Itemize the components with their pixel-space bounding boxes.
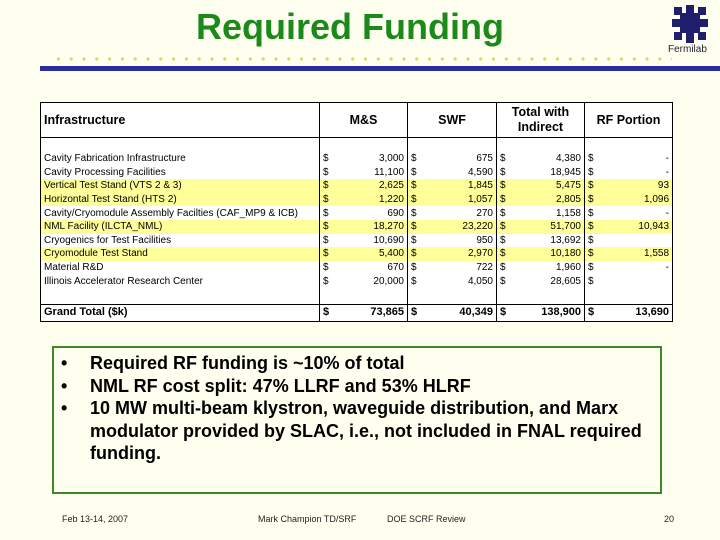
ms-value: 670 — [332, 261, 408, 275]
currency-symbol: $ — [408, 247, 420, 261]
spacer-row — [41, 138, 673, 153]
header-infrastructure: Infrastructure — [41, 103, 320, 138]
header-bar — [40, 66, 720, 71]
currency-symbol: $ — [323, 207, 329, 219]
swf-value: 950 — [420, 234, 497, 248]
swf-value: 2,970 — [420, 247, 497, 261]
row-label: Illinois Accelerator Research Center — [41, 274, 320, 288]
currency-symbol: $ — [323, 166, 329, 178]
ms-value: 2,625 — [332, 179, 408, 193]
bullet-list — [54, 352, 660, 465]
bullet-item: • Required RF funding is ~10% of total — [90, 352, 660, 375]
row-label: Cavity Processing Facilities — [41, 166, 320, 180]
rf-value — [597, 234, 673, 248]
currency-symbol: $ — [411, 275, 417, 287]
currency-symbol: $ — [500, 166, 506, 178]
fermilab-logo-icon — [671, 4, 709, 44]
footer-event: DOE SCRF Review — [387, 514, 466, 524]
total-value: 4,380 — [509, 152, 585, 166]
grand-total-row — [41, 304, 673, 321]
currency-symbol: $ — [588, 275, 594, 287]
ms-value: 20,000 — [332, 274, 408, 288]
header-rf-portion: RF Portion — [585, 103, 673, 138]
table-row — [41, 179, 673, 193]
currency-symbol: $ — [323, 234, 329, 246]
footer-date: Feb 13-14, 2007 — [62, 514, 129, 524]
total-value: 138,900 — [509, 304, 585, 321]
header-total-line2: Indirect — [517, 120, 564, 134]
swf-value: 1,845 — [420, 179, 497, 193]
currency-symbol: $ — [323, 275, 329, 287]
currency-symbol: $ — [497, 220, 509, 234]
table-row — [41, 261, 673, 275]
table-row — [41, 206, 673, 220]
table-row — [41, 234, 673, 248]
header-total-line1: Total with — [511, 105, 570, 119]
row-label: Horizontal Test Stand (HTS 2) — [41, 193, 320, 207]
ms-value: 3,000 — [332, 152, 408, 166]
rf-value: 1,558 — [597, 247, 673, 261]
currency-symbol: $ — [320, 193, 332, 207]
currency-symbol: $ — [408, 179, 420, 193]
bullet-item: • 10 MW multi-beam klystron, waveguide distribution, and Marx modulator provided by SLAC, i.e., not included in FNAL required funding. — [90, 397, 660, 465]
bullet-item: • NML RF cost split: 47% LLRF and 53% HLRF — [90, 375, 660, 398]
table-row — [41, 193, 673, 207]
currency-symbol: $ — [500, 262, 506, 274]
currency-symbol: $ — [585, 247, 597, 261]
currency-symbol: $ — [497, 247, 509, 261]
total-value: 28,605 — [509, 274, 585, 288]
ms-value: 73,865 — [332, 304, 408, 321]
total-value: 2,805 — [509, 193, 585, 207]
currency-symbol: $ — [588, 166, 594, 178]
swf-value: 40,349 — [420, 304, 497, 321]
currency-symbol: $ — [500, 234, 506, 246]
table-header-row — [41, 103, 673, 138]
dotted-divider — [52, 57, 672, 61]
table-row — [41, 152, 673, 166]
rf-value: 13,690 — [597, 304, 673, 321]
currency-symbol: $ — [411, 207, 417, 219]
rf-value: - — [597, 166, 673, 180]
table-row — [41, 220, 673, 234]
ms-value: 690 — [332, 206, 408, 220]
currency-symbol: $ — [500, 207, 506, 219]
rf-value: 1,096 — [597, 193, 673, 207]
row-label: NML Facility (ILCTA_NML) — [41, 220, 320, 234]
currency-symbol: $ — [585, 304, 597, 321]
currency-symbol: $ — [411, 166, 417, 178]
currency-symbol: $ — [320, 179, 332, 193]
total-value: 5,475 — [509, 179, 585, 193]
rf-value: - — [597, 152, 673, 166]
rf-value — [597, 274, 673, 288]
currency-symbol: $ — [323, 153, 329, 165]
currency-symbol: $ — [588, 234, 594, 246]
currency-symbol: $ — [411, 262, 417, 274]
row-label: Cavity/Cryomodule Assembly Facilties (CAF_MP9 & ICB) — [41, 206, 320, 220]
currency-symbol: $ — [588, 207, 594, 219]
currency-symbol: $ — [408, 193, 420, 207]
row-label: Cryogenics for Test Facilities — [41, 234, 320, 248]
swf-value: 4,590 — [420, 166, 497, 180]
rf-value: 93 — [597, 179, 673, 193]
currency-symbol: $ — [320, 220, 332, 234]
currency-symbol: $ — [497, 304, 509, 321]
total-value: 1,960 — [509, 261, 585, 275]
table-row — [41, 166, 673, 180]
currency-symbol: $ — [588, 262, 594, 274]
currency-symbol: $ — [497, 179, 509, 193]
total-value: 10,180 — [509, 247, 585, 261]
currency-symbol: $ — [500, 275, 506, 287]
currency-symbol: $ — [408, 304, 420, 321]
swf-value: 4,050 — [420, 274, 497, 288]
ms-value: 18,270 — [332, 220, 408, 234]
ms-value: 5,400 — [332, 247, 408, 261]
ms-value: 11,100 — [332, 166, 408, 180]
footer-author: Mark Champion TD/SRF — [258, 514, 357, 524]
currency-symbol: $ — [320, 247, 332, 261]
currency-symbol: $ — [585, 193, 597, 207]
total-value: 18,945 — [509, 166, 585, 180]
table-row — [41, 247, 673, 261]
footer-page-number: 20 — [664, 514, 675, 524]
header-swf: SWF — [408, 103, 497, 138]
swf-value: 270 — [420, 206, 497, 220]
row-label: Vertical Test Stand (VTS 2 & 3) — [41, 179, 320, 193]
row-label: Material R&D — [41, 261, 320, 275]
currency-symbol: $ — [585, 220, 597, 234]
currency-symbol: $ — [497, 193, 509, 207]
rf-value: - — [597, 261, 673, 275]
total-value: 1,158 — [509, 206, 585, 220]
funding-table — [40, 102, 673, 322]
currency-symbol: $ — [500, 153, 506, 165]
total-value: 13,692 — [509, 234, 585, 248]
grand-total-label: Grand Total ($k) — [41, 304, 320, 321]
currency-symbol: $ — [408, 220, 420, 234]
ms-value: 1,220 — [332, 193, 408, 207]
rf-value: 10,943 — [597, 220, 673, 234]
swf-value: 722 — [420, 261, 497, 275]
spacer-row — [41, 288, 673, 305]
row-label: Cavity Fabrication Infrastructure — [41, 152, 320, 166]
logo-text: Fermilab — [668, 44, 707, 55]
total-value: 51,700 — [509, 220, 585, 234]
ms-value: 10,690 — [332, 234, 408, 248]
header-ms: M&S — [320, 103, 408, 138]
row-label: Cryomodule Test Stand — [41, 247, 320, 261]
currency-symbol: $ — [585, 179, 597, 193]
notes-box — [52, 346, 662, 494]
rf-value: - — [597, 206, 673, 220]
currency-symbol: $ — [411, 153, 417, 165]
currency-symbol: $ — [323, 262, 329, 274]
swf-value: 23,220 — [420, 220, 497, 234]
header-total — [497, 103, 585, 138]
table-row — [41, 274, 673, 288]
slide-title: Required Funding — [196, 6, 504, 47]
swf-value: 675 — [420, 152, 497, 166]
currency-symbol: $ — [320, 304, 332, 321]
currency-symbol: $ — [588, 153, 594, 165]
currency-symbol: $ — [411, 234, 417, 246]
swf-value: 1,057 — [420, 193, 497, 207]
